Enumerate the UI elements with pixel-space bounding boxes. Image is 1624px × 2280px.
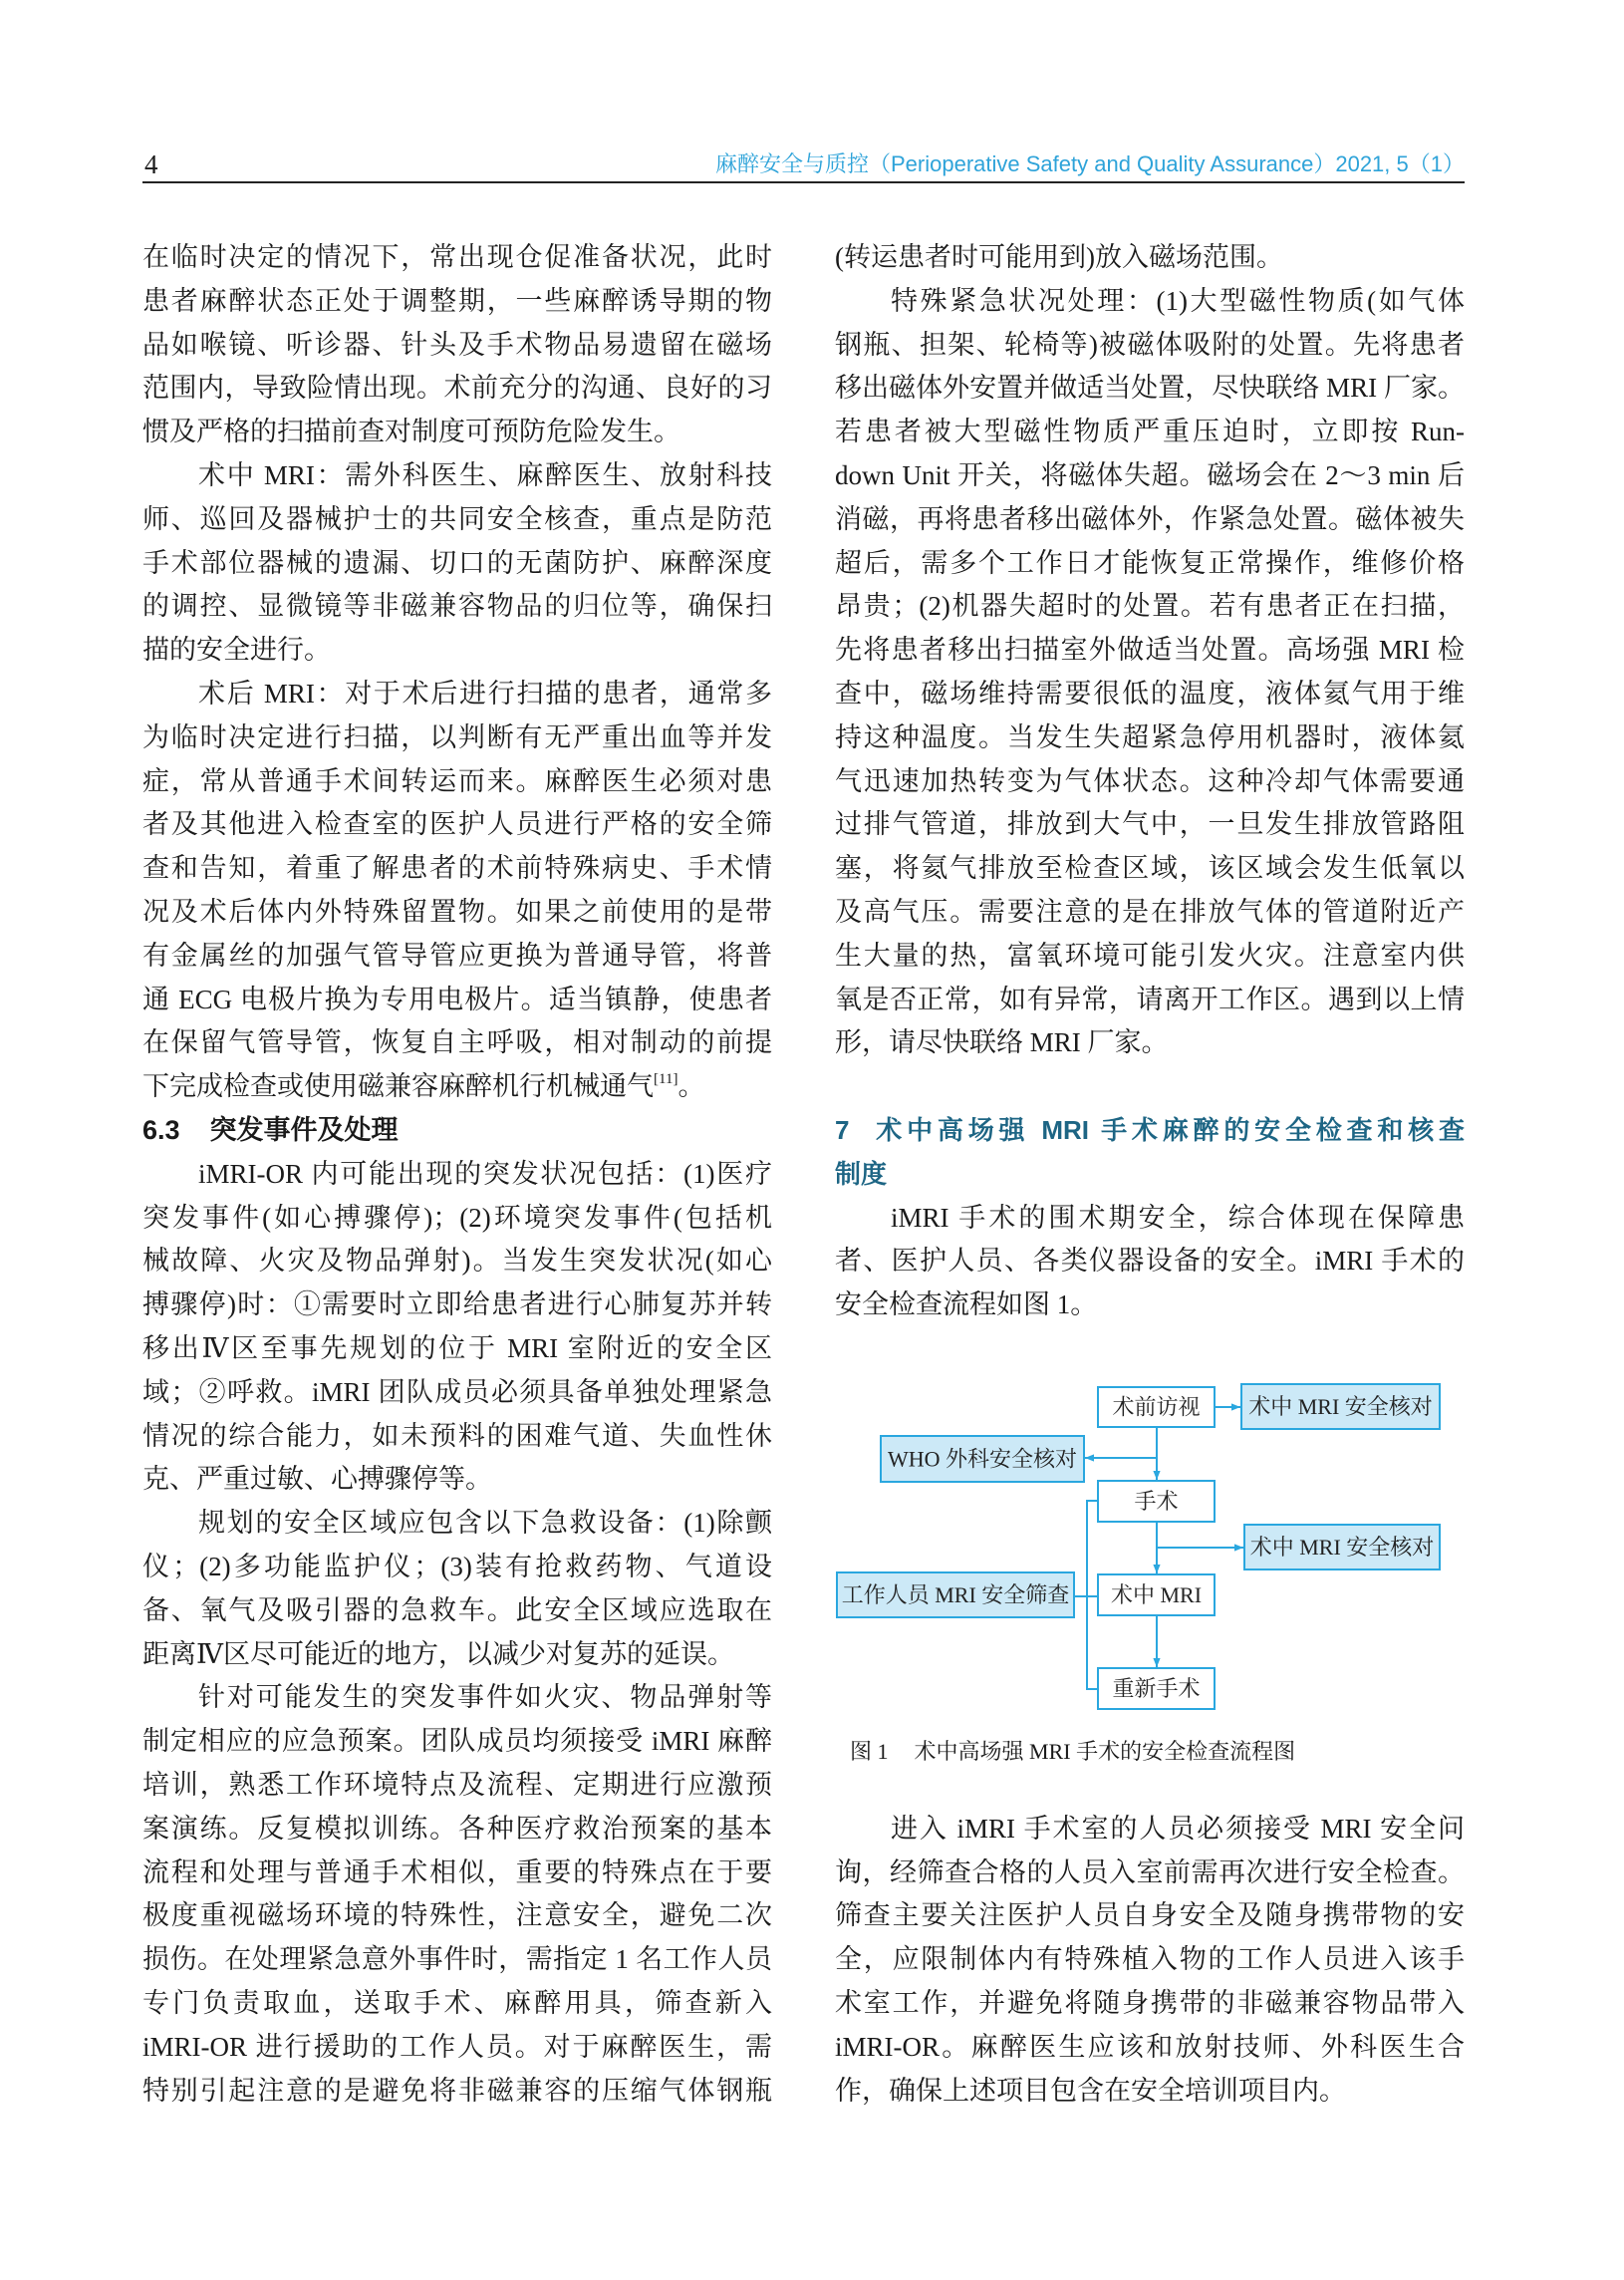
text-line: 备、氧气及吸引器的急救车。此安全区域应选取在 [142,1594,772,1625]
flow-node-intraop-mri-label: 术中 MRI [1110,1582,1203,1607]
text-line: 通 ECG 电极片换为专用电极片。适当镇静，使患者 [142,984,772,1014]
text-line: 消磁，再将患者移出磁体外，作紧急处置。磁体被失 [835,503,1465,534]
flow-node-reoperation-label: 重新手术 [1112,1676,1201,1701]
text-line: 极度重视磁场环境的特殊性，注意安全，避免二次 [142,1900,772,1931]
flow-node-preop-visit-label: 术前访视 [1112,1394,1201,1420]
text-line: 作，确保上述项目包含在安全培训项目内。 [835,2075,1346,2106]
text-line: 流程和处理与普通手术相似，重要的特殊点在于要 [142,1856,772,1887]
flow-node-intraop-check-1-label: 术中 MRI 安全核对 [1248,1394,1433,1419]
text-line: 域；②呼救。iMRI 团队成员必须具备单独处理紧急 [142,1376,772,1407]
text-line: 有金属丝的加强气管导管应更换为普通导管，将普 [142,940,772,971]
subsection-number: 6.3 [142,1115,180,1146]
figure-caption [850,1737,1295,1767]
section-title: 术中高场强 MRI 手术麻醉的安全检查和核查 [871,1115,1465,1146]
paragraph [142,1676,772,2113]
flow-node-who-check-label: WHO 外科安全核对 [887,1446,1078,1472]
text-line: 形，请尽快联络 MRI 厂家。 [835,1027,1169,1058]
paragraph [142,1153,772,1502]
text-line: 在临时决定的情况下，常出现仓促准备状况，此时 [142,242,772,273]
text-line: 范围内，导致险情出现。术前充分的沟通、良好的习 [142,373,772,404]
text-line: iMRI 手术的围术期安全，综合体现在保障患 [891,1202,1465,1233]
text-line: 损伤。在处理紧急意外事件时，需指定 1 名工作人员 [142,1944,772,1975]
figure-label: 图 1 [850,1739,889,1764]
citation-ref: [11] [654,1071,678,1088]
text-line: 筛查主要关注医护人员自身安全及随身携带物的安 [835,1900,1465,1931]
text-line: 情况的综合能力，如未预料的困难气道、失血性休 [142,1420,772,1451]
text-line: 气迅速加热转变为气体状态。这种冷却气体需要通 [835,765,1465,796]
text-line: 特别引起注意的是避免将非磁兼容的压缩气体钢瓶 [142,2075,772,2106]
text-line: 移出磁体外安置并做适当处置，尽快联络 MRI 厂家。 [835,373,1465,404]
text-line: 品如喉镜、听诊器、针头及手术物品易遗留在磁场 [142,329,772,360]
paragraph [142,1502,772,1676]
text-line: (转运患者时可能用到)放入磁场范围。 [835,242,1283,273]
text-line: 师、巡回及器械护士的共同安全核查，重点是防范 [142,503,772,534]
text-line: 者及其他进入检查室的医护人员进行严格的安全筛 [142,809,772,840]
text-line: 查中，磁场维持需要很低的温度，液体氦气用于维 [835,679,1465,710]
text-line: iMRI-OR。麻醉医生应该和放射技师、外科医生合 [835,2031,1465,2062]
text-line: 在保留气管导管，恢复自主呼吸，相对制动的前提 [142,1027,772,1058]
paragraph [142,236,772,454]
subsection-title: 突发事件及处理 [209,1115,399,1146]
text-line: 症，常从普通手术间转运而来。麻醉医生必须对患 [142,765,772,796]
text-segment: 下完成检查或使用磁兼容麻醉机行机械通气 [142,1071,654,1102]
text-line: 生大量的热，富氧环境可能引发火灾。注意室内供 [835,940,1465,971]
flow-node-staff-screening-label: 工作人员 MRI 安全筛查 [841,1582,1070,1607]
text-line: 者、医护人员、各类仪器设备的安全。iMRI 手术的 [835,1246,1465,1277]
text-line: iMRI-OR 内可能出现的突发状况包括：(1)医疗 [198,1158,772,1189]
text-line: 及高气压。需要注意的是在排放气体的管道附近产 [835,897,1465,928]
header-rule [142,181,1465,183]
paragraph [835,1808,1465,2114]
text-line: 过排气管道，排放到大气中，一旦发生排放管路阻 [835,809,1465,840]
text-line: 持这种温度。当发生失超紧急停用机器时，液体氦 [835,721,1465,752]
text-line: 手术部位器械的遗漏、切口的无菌防护、麻醉深度 [142,547,772,578]
text-line: 患者麻醉状态正处于调整期，一些麻醉诱导期的物 [142,285,772,316]
paragraph [835,236,1465,280]
text-line: 案演练。反复模拟训练。各种医疗救治预案的基本 [142,1813,772,1844]
text-line: 术室工作，并避免将随身携带的非磁兼容物品带入 [835,1988,1465,2019]
flowchart-figure [827,1375,1465,1724]
paragraph [142,454,772,673]
text-line: 械故障、火灾及物品弹射)。当发生突发状况(如心 [142,1246,772,1277]
text-line: 为临时决定进行扫描，以判断有无严重出血等并发 [142,721,772,752]
text-line: 术后 MRI：对于术后进行扫描的患者，通常多 [198,679,772,710]
flow-bracket-surgery-to-reoperation [1087,1501,1098,1689]
paragraph [835,1197,1465,1327]
text-line: 塞，将氦气排放至检查区域，该区域会发生低氧以 [835,853,1465,884]
text-line: iMRI-OR 进行援助的工作人员。对于麻醉医生，需 [142,2031,772,2062]
flow-node-intraop-check-2-label: 术中 MRI 安全核对 [1249,1535,1435,1560]
section-title: 制度 [835,1158,888,1189]
text-line: 的调控、显微镜等非磁兼容物品的归位等，确保扫 [142,591,772,622]
page-number: 4 [144,149,158,179]
text-line: 进入 iMRI 手术室的人员必须接受 MRI 安全问 [891,1813,1465,1844]
paragraph [142,673,772,1109]
text-line: 专门负责取血，送取手术、麻醉用具，筛查新入 [142,1987,772,2018]
section-heading-line [835,1153,1465,1197]
text-line: 先将患者移出扫描室外做适当处置。高场强 MRI 检 [835,635,1465,666]
left-column [142,236,772,2113]
text-line: 克、严重过敏、心搏骤停等。 [142,1464,492,1495]
figure-title: 术中高场强 MRI 手术的安全检查流程图 [914,1739,1296,1764]
section-heading [835,1109,1465,1197]
text-line: down Unit 开关，将磁体失超。磁场会在 2～3 min 后 [835,460,1465,491]
text-line: 规划的安全区域应包含以下急救设备：(1)除颤 [198,1508,772,1539]
text-line: 距离Ⅳ区尽可能近的地方，以减少对复苏的延误。 [142,1638,734,1669]
text-line: 若患者被大型磁性物质严重压迫时，立即按 Run- [835,417,1465,447]
text-line: 查和告知，着重了解患者的术前特殊病史、手术情 [142,853,772,884]
text-line: 制定相应的应急预案。团队成员均须接受 iMRI 麻醉 [142,1726,772,1757]
text-line: 移出Ⅳ区至事先规划的位于 MRI 室附近的安全区 [142,1333,772,1364]
text-segment: 。 [677,1071,705,1102]
subsection-heading [142,1109,772,1153]
text-line: 针对可能发生的突发事件如火灾、物品弹射等 [198,1682,772,1713]
right-column [835,236,1465,1327]
text-line: 昂贵；(2)机器失超时的处置。若有患者正在扫描， [835,591,1465,622]
section-heading-line [835,1109,1465,1153]
text-line: 术中 MRI：需外科医生、麻醉医生、放射科技 [198,460,772,491]
text-line: 询，经筛查合格的人员入室前需再次进行安全检查。 [835,1856,1465,1887]
text-line: 钢瓶、担架、轮椅等)被磁体吸附的处置。先将患者 [835,329,1465,360]
text-line: 况及术后体内外特殊留置物。如果之前使用的是带 [142,897,772,928]
text-line: 超后，需多个工作日才能恢复正常操作，维修价格 [835,547,1465,578]
text-line: 全，应限制体内有特殊植入物的工作人员进入该手 [835,1944,1465,1975]
text-line: 搏骤停)时：①需要时立即给患者进行心肺复苏并转 [142,1289,772,1320]
text-line: 安全检查流程如图 1。 [835,1289,1098,1320]
text-line: 描的安全进行。 [142,635,331,666]
paragraph [835,280,1465,1065]
journal-header: 麻醉安全与质控（Perioperative Safety and Quality Assurance）2021, 5（1） [715,151,1465,176]
text-line: 特殊紧急状况处理：(1)大型磁性物质(如气体 [891,285,1465,316]
text-line: 氧是否正常，如有异常，请离开工作区。遇到以上情 [835,984,1465,1014]
text-line: 培训，熟悉工作环境特点及流程、定期进行应激预 [142,1769,772,1800]
text-line: 突发事件(如心搏骤停)；(2)环境突发事件(包括机 [142,1202,772,1233]
flow-node-surgery-label: 手术 [1134,1489,1179,1514]
text-line: 惯及严格的扫描前查对制度可预防危险发生。 [142,417,680,447]
text-line: 仪；(2)多功能监护仪；(3)装有抢救药物、气道设 [142,1552,772,1581]
text-line [142,1065,772,1109]
right-column-after-figure [835,1808,1465,2114]
section-number: 7 [835,1115,850,1146]
